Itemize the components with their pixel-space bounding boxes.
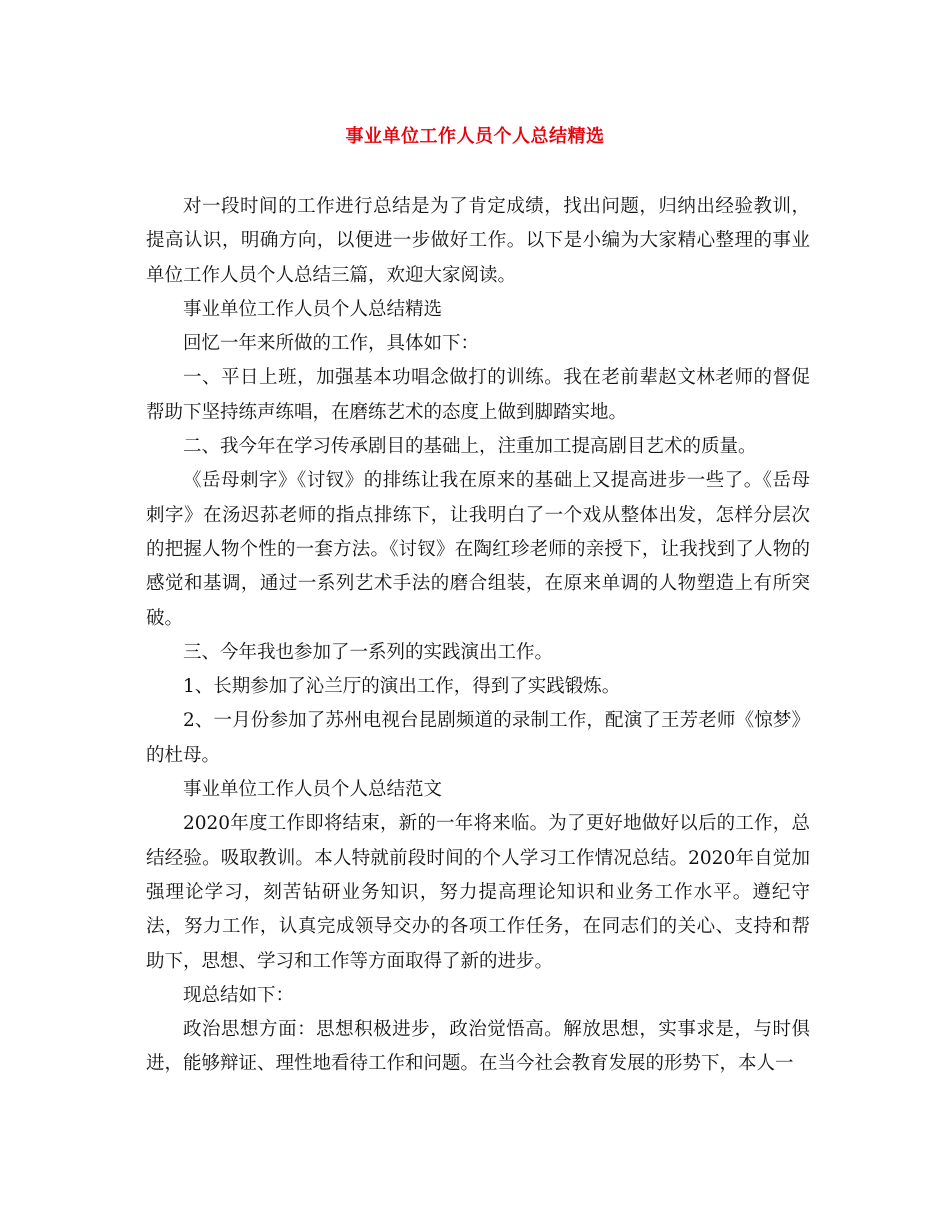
- section-heading-1: 事业单位工作人员个人总结精选: [183, 298, 443, 320]
- paragraph: 三、今年我也参加了一系列的实践演出工作。: [183, 641, 554, 663]
- paragraph: 1、长期参加了沁兰厅的演出工作，得到了实践锻炼。: [183, 676, 621, 698]
- paragraph: 2、一月份参加了苏州电视台昆剧频道的录制工作，配演了王芳老师《惊梦》的杜母。: [146, 710, 810, 766]
- section-heading-2: 事业单位工作人员个人总结范文: [183, 779, 443, 801]
- paragraph-intro: 对一段时间的工作进行总结是为了肯定成绩，找出问题，归纳出经验教训，提高认识，明确方向，以便进一步做好工作。以下是小编为大家精心整理的事业单位工作人员个人总结三篇，欢迎大家阅读。: [146, 196, 810, 286]
- paragraph: 回忆一年来所做的工作，具体如下：: [183, 333, 480, 355]
- paragraph: 二、我今年在学习传承剧目的基础上，注重加工提高剧目艺术的质量。: [183, 436, 757, 458]
- paragraph: 《岳母刺字》《讨钗》的排练让我在原来的基础上又提高进步一些了。《岳母刺字》在汤迟荪老师的指点排练下，让我明白了一个戏从整体出发，怎样分层次的把握人物个性的一套方法。《讨钗》在陶红珍老师的亲授下，让我找到了人物的感觉和基调，通过一系列艺术手法的磨合组装，在原来单调的人物塑造上有所突破。: [146, 470, 810, 629]
- paragraph: 一、平日上班，加强基本功唱念做打的训练。我在老前辈赵文林老师的督促帮助下坚持练声练唱，在磨练艺术的态度上做到脚踏实地。: [146, 367, 810, 423]
- document-body: [146, 190, 810, 1082]
- document-title: 事业单位工作人员个人总结精选: [345, 126, 605, 147]
- paragraph: 现总结如下：: [183, 984, 295, 1006]
- paragraph: 2020年度工作即将结束，新的一年将来临。为了更好地做好以后的工作，总结经验。吸取教训。本人特就前段时间的个人学习工作情况总结。2020年自觉加强理论学习，刻苦钻研业务知识，努力提高理论知识和业务工作水平。遵纪守法，努力工作，认真完成领导交办的各项工作任务，在同志们的关心、支持和帮助下，思想、学习和工作等方面取得了新的进步。: [146, 813, 810, 972]
- paragraph: 政治思想方面：思想积极进步，政治觉悟高。解放思想，实事求是，与时俱进，能够辩证、理性地看待工作和问题。在当今社会教育发展的形势下，本人一: [146, 1019, 810, 1075]
